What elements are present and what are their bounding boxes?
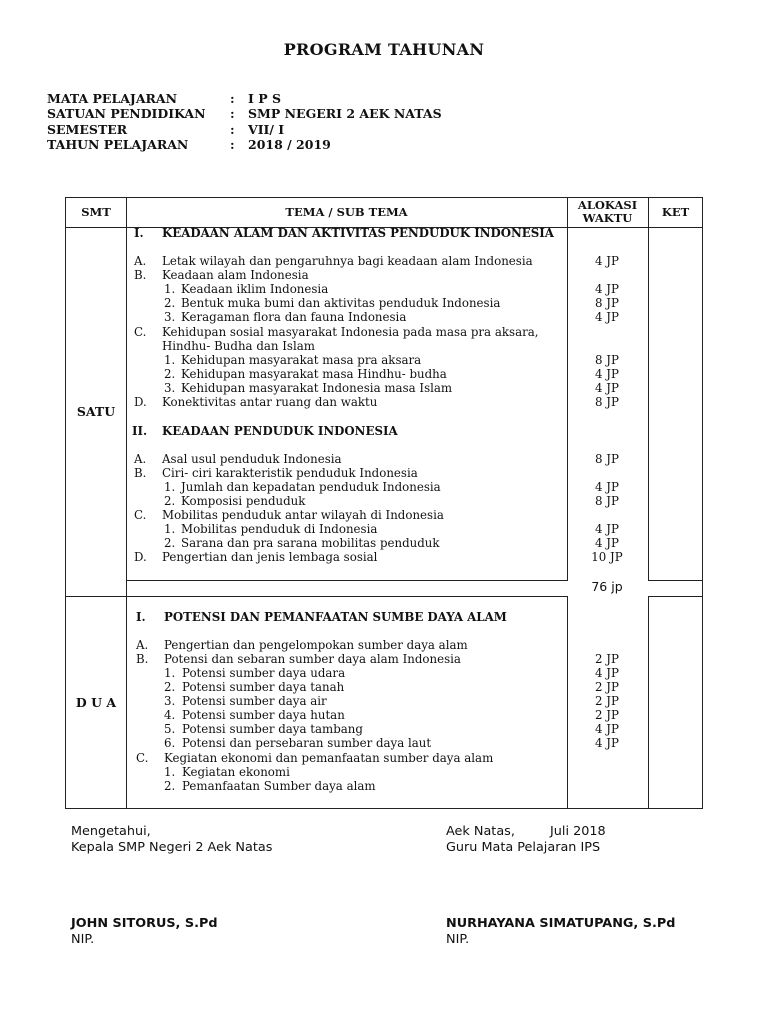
row-marker: B. [136, 652, 149, 666]
row-marker: 2. [164, 536, 176, 550]
row-alokasi: 8 JP [595, 296, 619, 310]
row-alokasi: 4 JP [595, 722, 619, 736]
meta-value: SMP NEGERI 2 AEK NATAS [248, 106, 442, 121]
row-topic: Kehidupan sosial masyarakat Indonesia pada masa pra aksara, [162, 325, 539, 339]
sig-left-line1: Mengetahui, [71, 824, 151, 839]
meta-label: SATUAN PENDIDIKAN [47, 106, 206, 121]
row-topic: Pengertian dan jenis lembaga sosial [162, 550, 378, 564]
row-topic: Potensi sumber daya air [182, 694, 327, 708]
row-marker: A. [134, 254, 147, 268]
row-alokasi: 4 JP [595, 282, 619, 296]
row-marker: C. [134, 508, 147, 522]
row-marker: 2. [164, 779, 176, 793]
row-marker: 1. [164, 480, 176, 494]
row-alokasi: 4 JP [595, 536, 619, 550]
row-alokasi: 2 JP [595, 708, 619, 722]
row-topic: KEADAAN ALAM DAN AKTIVITAS PENDUDUK INDONESIA [162, 226, 554, 240]
meta-label: TAHUN PELAJARAN [47, 137, 189, 152]
row-topic: Hindhu- Budha dan Islam [162, 339, 315, 353]
row-marker: 2. [164, 296, 176, 310]
row-topic: Pengertian dan pengelompokan sumber daya alam [164, 638, 468, 652]
row-marker: 1. [164, 666, 176, 680]
row-alokasi: 2 JP [595, 652, 619, 666]
row-marker: 2. [164, 494, 176, 508]
row-topic: Mobilitas penduduk antar wilayah di Indonesia [162, 508, 444, 522]
row-alokasi: 8 JP [595, 353, 619, 367]
meta-value: VII/ I [248, 122, 285, 137]
row-alokasi: 4 JP [595, 522, 619, 536]
row-topic: KEADAAN PENDUDUK INDONESIA [162, 424, 398, 438]
row-alokasi: 2 JP [595, 680, 619, 694]
row-marker: I. [136, 610, 146, 624]
page-title: PROGRAM TAHUNAN [283, 40, 485, 59]
row-topic: Keragaman flora dan fauna Indonesia [181, 310, 407, 324]
row-marker: 6. [164, 736, 176, 750]
row-marker: B. [134, 268, 147, 282]
row-topic: Keadaan alam Indonesia [162, 268, 309, 282]
row-marker: 1. [164, 765, 176, 779]
semester-satu-label: SATU [76, 404, 116, 419]
row-alokasi: 8 JP [595, 395, 619, 409]
meta-sep: : [230, 91, 235, 106]
row-topic: Kehidupan masyarakat masa pra aksara [181, 353, 422, 367]
meta-value: I P S [248, 91, 281, 106]
row-topic: POTENSI DAN PEMANFAATAN SUMBE DAYA ALAM [164, 610, 507, 624]
row-marker: 3. [164, 381, 176, 395]
row-topic: Potensi sumber daya tanah [182, 680, 345, 694]
meta-label: SEMESTER [47, 122, 128, 137]
row-alokasi: 8 JP [595, 494, 619, 508]
sig-left-name: JOHN SITORUS, S.Pd [71, 916, 218, 931]
row-topic: Keadaan iklim Indonesia [181, 282, 329, 296]
sig-left-nip: NIP. [71, 932, 95, 947]
row-topic: Letak wilayah dan pengaruhnya bagi keadaan alam Indonesia [162, 254, 533, 268]
row-marker: B. [134, 466, 147, 480]
row-marker: 2. [164, 680, 176, 694]
row-topic: Kehidupan masyarakat Indonesia masa Islam [181, 381, 453, 395]
row-marker: 4. [164, 708, 176, 722]
row-marker: C. [136, 751, 149, 765]
row-alokasi: 4 JP [595, 666, 619, 680]
row-topic: Jumlah dan kepadatan penduduk Indonesia [181, 480, 441, 494]
row-marker: 1. [164, 522, 176, 536]
meta-sep: : [230, 106, 235, 121]
sig-left-line2: Kepala SMP Negeri 2 Aek Natas [71, 840, 273, 855]
row-topic: Potensi sumber daya hutan [182, 708, 345, 722]
meta-label: MATA PELAJARAN [47, 91, 178, 106]
row-topic: Potensi sumber daya tambang [182, 722, 363, 736]
row-marker: A. [136, 638, 149, 652]
row-topic: Bentuk muka bumi dan aktivitas penduduk Indonesia [181, 296, 501, 310]
row-alokasi: 2 JP [595, 694, 619, 708]
row-topic: Komposisi penduduk [181, 494, 306, 508]
row-topic: Sarana dan pra sarana mobilitas penduduk [181, 536, 440, 550]
row-topic: Konektivitas antar ruang dan waktu [162, 395, 378, 409]
row-marker: 3. [164, 310, 176, 324]
sig-right-line2: Guru Mata Pelajaran IPS [446, 840, 601, 855]
meta-sep: : [230, 122, 235, 137]
row-marker: 3. [164, 694, 176, 708]
row-topic: Kegiatan ekonomi [182, 765, 290, 779]
row-alokasi: 4 JP [595, 736, 619, 750]
row-alokasi: 8 JP [595, 452, 619, 466]
row-marker: 5. [164, 722, 176, 736]
row-marker: 2. [164, 367, 176, 381]
sig-right-name: NURHAYANA SIMATUPANG, S.Pd [446, 916, 676, 931]
row-topic: Mobilitas penduduk di Indonesia [181, 522, 378, 536]
row-alokasi: 10 JP [591, 550, 623, 564]
header-smt: SMT [81, 205, 111, 219]
row-topic: Potensi sumber daya udara [182, 666, 346, 680]
row-marker: D. [134, 550, 147, 564]
row-topic: Potensi dan persebaran sumber daya laut [182, 736, 432, 750]
row-marker: A. [134, 452, 147, 466]
row-marker: D. [134, 395, 147, 409]
header-waktu: WAKTU [582, 211, 633, 225]
row-topic: Potensi dan sebaran sumber daya alam Indonesia [164, 652, 461, 666]
semester1-total: 76 jp [591, 579, 623, 594]
row-alokasi: 4 JP [595, 480, 619, 494]
row-alokasi: 4 JP [595, 254, 619, 268]
sig-right-date: Juli 2018 [550, 824, 606, 839]
row-topic: Kehidupan masyarakat masa Hindhu- budha [181, 367, 447, 381]
sig-right-nip: NIP. [446, 932, 470, 947]
row-marker: 1. [164, 353, 176, 367]
meta-value: 2018 / 2019 [248, 137, 331, 152]
semester-dua-label: D U A [75, 695, 117, 710]
row-topic: Kegiatan ekonomi dan pemanfaatan sumber daya alam [164, 751, 494, 765]
sig-right-place: Aek Natas, [446, 824, 515, 839]
row-topic: Asal usul penduduk Indonesia [162, 452, 342, 466]
row-alokasi: 4 JP [595, 367, 619, 381]
row-alokasi: 4 JP [595, 381, 619, 395]
header-alokasi: ALOKASI [577, 198, 638, 212]
row-marker: I. [134, 226, 144, 240]
row-marker: II. [132, 424, 148, 438]
meta-sep: : [230, 137, 235, 152]
header-ket: KET [661, 205, 690, 219]
row-topic: Ciri- ciri karakteristik penduduk Indonesia [162, 466, 418, 480]
header-tema: TEMA / SUB TEMA [285, 205, 408, 219]
row-alokasi: 4 JP [595, 310, 619, 324]
row-marker: 1. [164, 282, 176, 296]
row-topic: Pemanfaatan Sumber daya alam [182, 779, 376, 793]
row-marker: C. [134, 325, 147, 339]
